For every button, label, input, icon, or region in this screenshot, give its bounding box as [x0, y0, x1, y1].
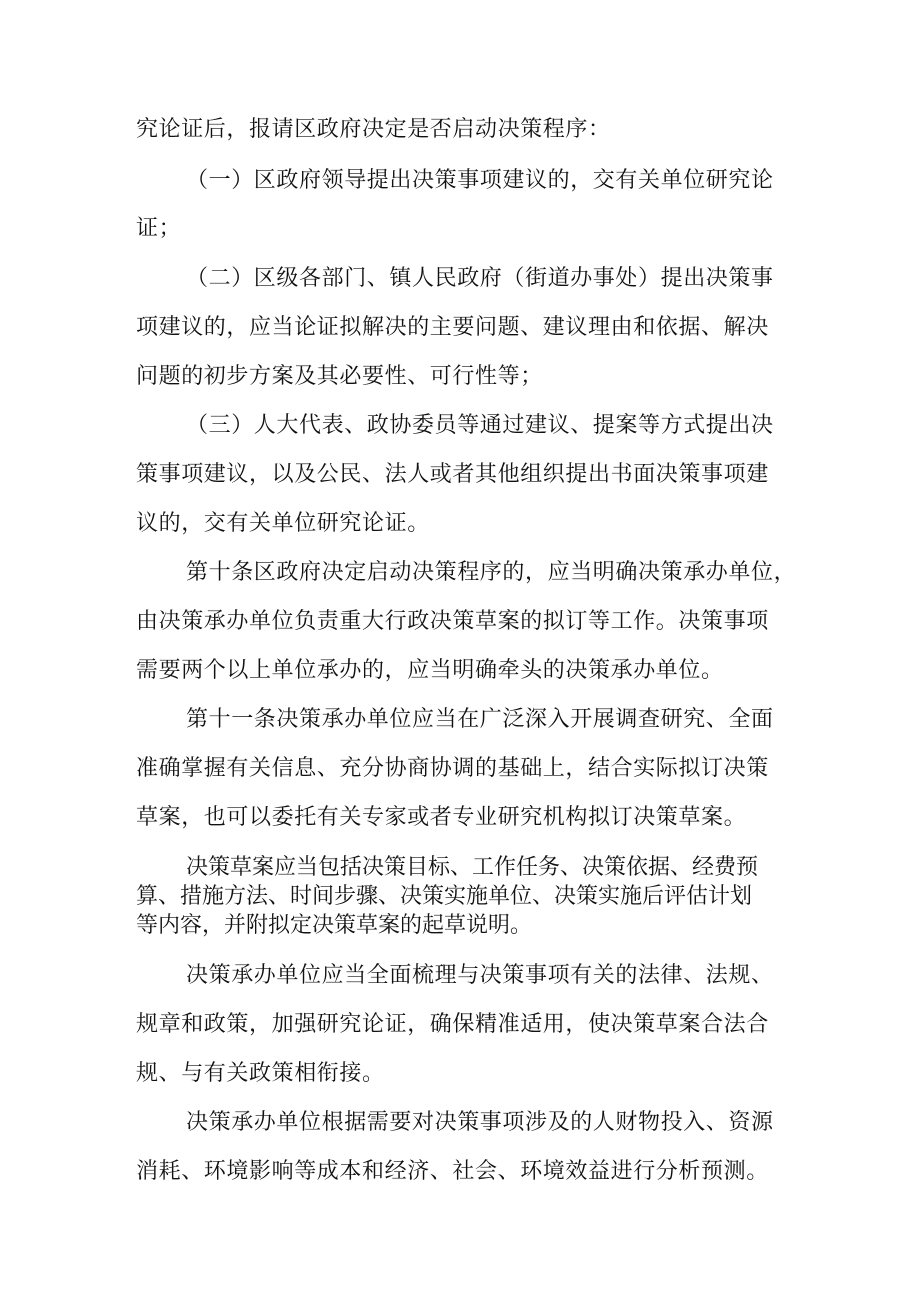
- text-line: 准确掌握有关信息、充分协商协调的基础上，结合实际拟订决策: [136, 756, 769, 781]
- text-line: 策事项建议，以及公民、法人或者其他组织提出书面决策事项建: [136, 462, 769, 487]
- text-line: 规章和政策，加强研究论证，确保精准适用，使决策草案合法合: [136, 1012, 769, 1037]
- text-line: 议的，交有关单位研究论证。: [136, 511, 430, 536]
- text-line: 草案，也可以委托有关专家或者专业研究机构拟订决策草案。: [136, 805, 747, 830]
- text-line: （二）区级各部门、镇人民政府（街道办事处）提出决策事: [186, 266, 774, 291]
- text-line: 第十条区政府决定启动决策程序的，应当明确决策承办单位，: [186, 560, 797, 585]
- text-line: 消耗、环境影响等成本和经济、社会、环境效益进行分析预测。: [136, 1159, 769, 1184]
- text-line: 决策草案应当包括决策目标、工作任务、决策依据、经费预: [186, 855, 759, 880]
- text-line: 决策承办单位应当全面梳理与决策事项有关的法律、法规、: [186, 963, 774, 988]
- text-line: 证；: [136, 216, 182, 241]
- text-line: 项建议的，应当论证拟解决的主要问题、建议理由和依据、解决: [136, 315, 769, 340]
- text-line: 规、与有关政策相衔接。: [136, 1061, 385, 1086]
- text-line: 决策承办单位根据需要对决策事项涉及的人财物投入、资源: [186, 1110, 774, 1135]
- text-line: 等内容，并附拟定决策草案的起草说明。: [136, 913, 533, 938]
- text-line: 算、措施方法、时间步骤、决策实施单位、决策实施后评估计划: [136, 884, 753, 909]
- text-line: 需要两个以上单位承办的，应当明确牵头的决策承办单位。: [136, 658, 724, 683]
- text-line: 第十一条决策承办单位应当在广泛深入开展调查研究、全面: [186, 707, 774, 732]
- text-line: （三）人大代表、政协委员等通过建议、提案等方式提出决: [186, 413, 774, 438]
- text-line: 由决策承办单位负责重大行政决策草案的拟订等工作。决策事项: [136, 609, 769, 634]
- text-line: （一）区政府领导提出决策事项建议的，交有关单位研究论: [186, 168, 774, 193]
- text-line: 究论证后，报请区政府决定是否启动决策程序：: [136, 117, 611, 142]
- text-line: 问题的初步方案及其必要性、可行性等；: [136, 364, 543, 389]
